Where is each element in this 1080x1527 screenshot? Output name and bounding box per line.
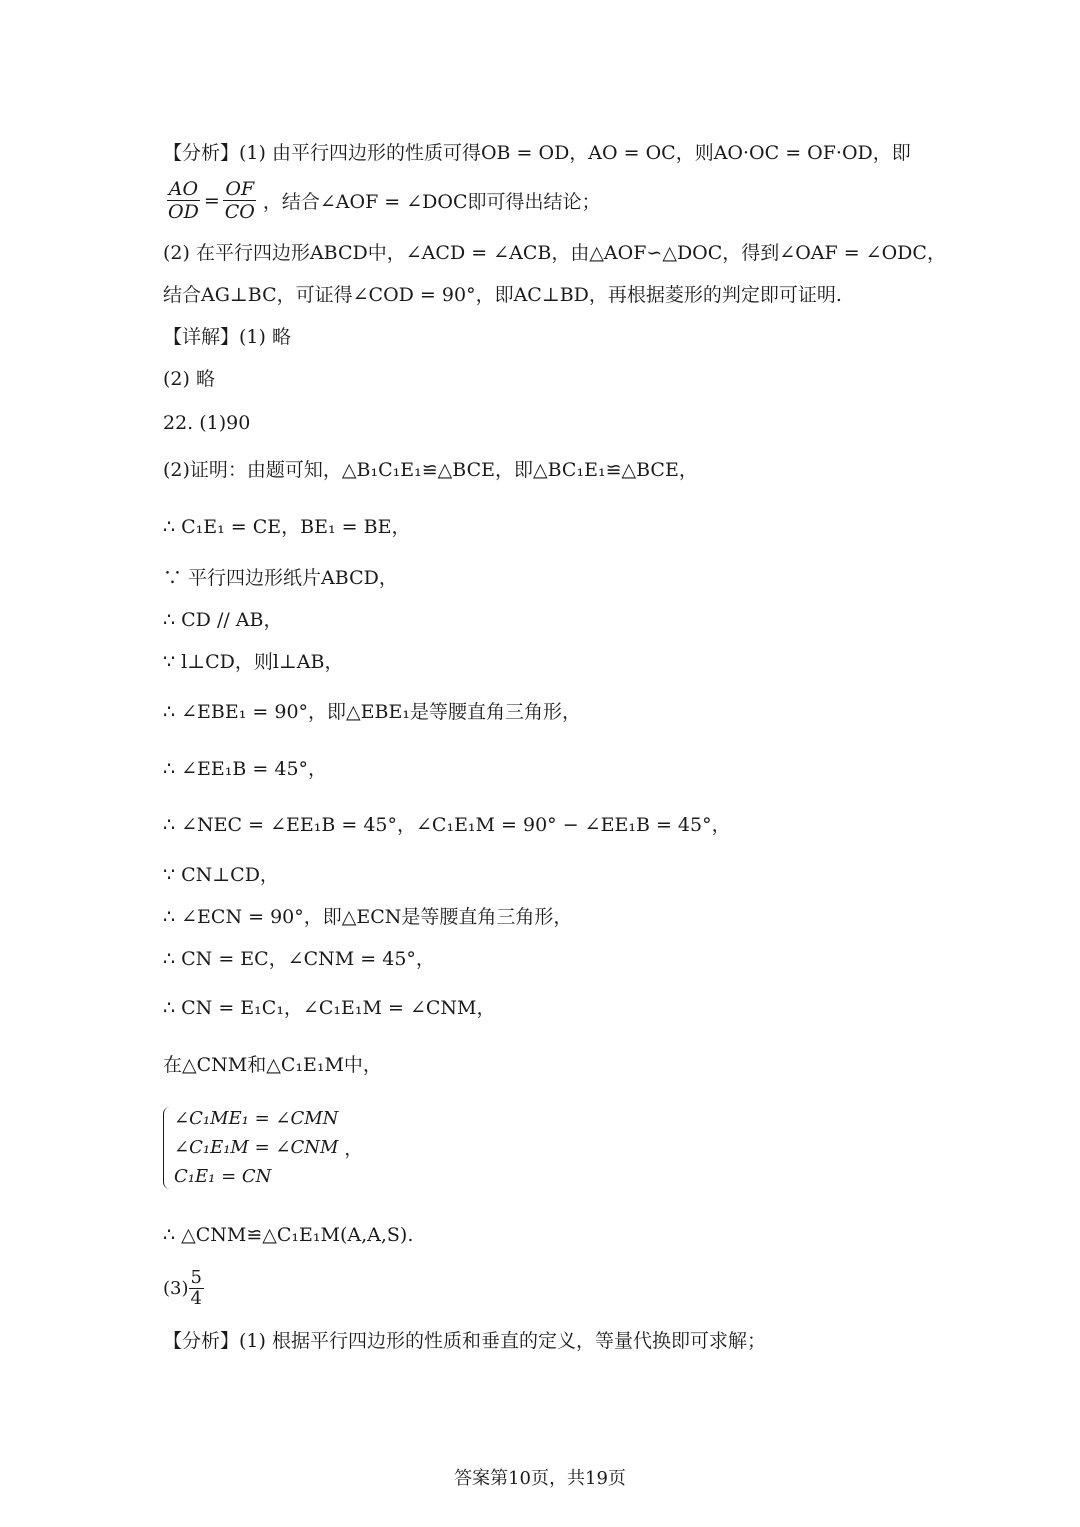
- answer-3: [163, 1268, 204, 1309]
- text-line: ∵ 平行四边形纸片ABCD，: [163, 567, 398, 589]
- equation-rows: [174, 1104, 338, 1191]
- equation-row-1: ∠C₁ME₁ = ∠CMN: [174, 1108, 339, 1129]
- text-line: (2)证明：由题可知，△B₁C₁E₁≌△BCE，即△BC₁E₁≌△BCE，: [163, 459, 698, 481]
- equation-system: [163, 1104, 362, 1191]
- text-line: ∵ CN⊥CD，: [163, 864, 279, 886]
- text-line: 22. (1)90: [163, 412, 251, 434]
- fraction-of-co: [223, 178, 257, 223]
- text-line: 【详解】(1) 略: [163, 326, 291, 348]
- text-line: ∴ ∠NEC = ∠EE₁B = 45°，∠C₁E₁M = 90° − ∠EE₁B = 45°，: [163, 814, 731, 836]
- fraction-line-text: ，结合∠AOF = ∠DOC即可得出结论；: [262, 191, 601, 213]
- text-line: 结合AG⊥BC，可证得∠COD = 90°，即AC⊥BD，再根据菱形的判定即可证明.: [163, 284, 842, 306]
- numerator: AO: [168, 178, 199, 200]
- text-line: ∴ CN = EC，∠CNM = 45°，: [163, 948, 435, 970]
- equation-row-2: ∠C₁E₁M = ∠CNM: [174, 1137, 339, 1158]
- answer-3-fraction: [189, 1268, 204, 1309]
- answer-3-label: (3): [163, 1278, 189, 1299]
- fraction-ao-od: [166, 178, 201, 223]
- text-line: 【分析】(1) 根据平行四边形的性质和垂直的定义，等量代换即可求解；: [163, 1330, 766, 1352]
- text-line: ∴ CN = E₁C₁，∠C₁E₁M = ∠CNM，: [163, 997, 496, 1019]
- page-footer: 答案第10页，共19页: [454, 1468, 626, 1489]
- text-line: ∴ ∠ECN = 90°，即△ECN是等腰直角三角形，: [163, 906, 573, 928]
- system-comma: ，: [344, 1138, 363, 1160]
- equation-row-3: C₁E₁ = CN: [174, 1166, 272, 1187]
- text-line: (2) 略: [163, 368, 215, 390]
- text-line: ∴ ∠EBE₁ = 90°，即△EBE₁是等腰直角三角形，: [163, 701, 581, 723]
- equals-sign: =: [203, 189, 220, 212]
- text-line: 【分析】(1) 由平行四边形的性质可得OB = OD，AO = OC，则AO·OC = OF·OD，即: [163, 142, 911, 164]
- denominator: OD: [168, 201, 199, 223]
- numerator: OF: [225, 178, 255, 200]
- numerator: 5: [190, 1267, 202, 1288]
- text-line: ∴ C₁E₁ = CE，BE₁ = BE，: [163, 516, 411, 538]
- denominator: 4: [190, 1288, 202, 1309]
- left-brace: [163, 1107, 170, 1189]
- text-line: ∴ △CNM≌△C₁E₁M(A,A,S).: [163, 1224, 414, 1246]
- text-line: ∵ l⊥CD，则l⊥AB，: [163, 651, 344, 673]
- denominator: CO: [224, 201, 255, 223]
- text-line: ∴ ∠EE₁B = 45°，: [163, 758, 328, 780]
- text-line: ∴ CD // AB，: [163, 609, 283, 631]
- text-line: (2) 在平行四边形ABCD中，∠ACD = ∠ACB，由△AOF∽△DOC，得到∠OAF = ∠ODC，: [163, 242, 946, 264]
- fraction-line: [166, 178, 601, 223]
- text-line: 在△CNM和△C₁E₁M中，: [163, 1054, 382, 1076]
